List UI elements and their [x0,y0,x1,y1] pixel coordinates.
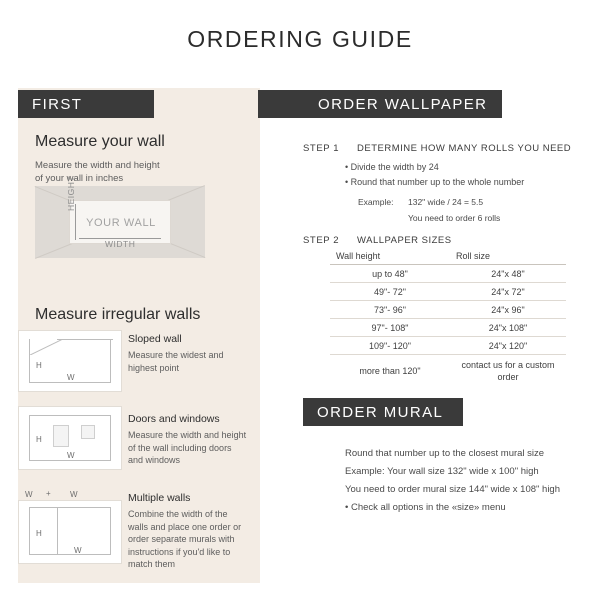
multiple-h-label: H [36,529,42,538]
irregular-title-multiple: Multiple walls [128,492,191,504]
table-row [330,265,566,283]
multiple-wall-divider [57,507,58,555]
table-header-row [330,248,566,265]
mural-line-4: • Check all options in the «size» menu [345,502,506,513]
wall-width-label: WIDTH [105,239,136,249]
multiple-w-label-right: W [70,490,78,499]
table-header-roll-size: Roll size [450,248,566,265]
table-row [330,355,566,387]
irregular-text-multiple: Combine the width of the walls and place one order or order separate murals with instructions if you'd like to match them [128,509,242,569]
step2-label: STEP 2 [303,235,340,246]
step1-title: DETERMINE HOW MANY ROLLS YOU NEED [357,143,572,154]
doors-w-label: W [67,451,75,460]
irregular-card-multiple [18,500,122,564]
table-header-wall-height: Wall height [330,248,450,265]
step1-label: STEP 1 [303,143,340,154]
sub-measure-your-wall-line2: of your wall in inches [35,173,124,184]
cell-roll-size: 24"x 108" [450,319,566,337]
mural-line-1: Round that number up to the closest mural size [345,448,545,459]
step1-example-result: You need to order 6 rolls [408,213,501,223]
section-banner-order-mural: ORDER MURAL [303,398,463,426]
page-title: ORDERING GUIDE [187,26,413,52]
table-row [330,337,566,355]
cell-wall-height: 49"- 72" [330,283,450,301]
cell-roll-size: contact us for a custom order [461,359,555,382]
cell-roll-size: 24"x 72" [450,283,566,301]
irregular-text-sloped: Measure the widest and highest point [128,350,224,373]
step2-title: WALLPAPER SIZES [357,235,452,246]
cell-roll-size: 24"x 48" [450,265,566,283]
wall-height-label: HEIGHT [66,175,76,211]
mural-line-2: Example: Your wall size 132" wide x 100" high [345,466,539,477]
cell-wall-height: more than 120" [359,365,421,376]
mural-line-3: You need to order mural size 144" wide x 108" high [345,484,561,495]
cell-wall-height: 97"- 108" [330,319,450,337]
cell-wall-height: 73"- 96" [330,301,450,319]
sloped-h-label: H [36,361,42,370]
sloped-w-label: W [67,373,75,382]
door-shape [53,425,69,447]
table-row [330,283,566,301]
section-banner-order-wallpaper: ORDER WALLPAPER [258,90,502,118]
step1-example-label: Example: [358,197,394,207]
multiple-w-label-left: W [25,490,33,499]
cell-wall-height: 109"- 120" [330,337,450,355]
step1-bullet-1-text: Divide the width by 24 [350,162,439,172]
wallpaper-sizes-table [330,248,566,386]
sub-measure-your-wall-line1: Measure the width and height [35,160,160,171]
irregular-title-sloped: Sloped wall [128,333,182,345]
sloped-wall-slope [29,339,113,355]
multiple-w-label: W [74,546,82,555]
multiple-plus-sign: + [46,489,51,498]
heading-measure-your-wall: Measure your wall [35,133,165,150]
irregular-card-doors [18,406,122,470]
irregular-title-doors: Doors and windows [128,413,220,425]
window-shape [81,425,95,439]
irregular-card-sloped [18,330,122,392]
wall-diagram-label: YOUR WALL [86,217,156,229]
heading-measure-irregular-walls: Measure irregular walls [35,306,201,323]
table-row [330,301,566,319]
irregular-text-doors: Measure the width and height of the wall including doors and windows [128,430,247,465]
section-banner-first: FIRST [18,90,154,118]
cell-roll-size: 24"x 96" [450,301,566,319]
step1-bullet-1: • Divide the width by 24 [345,162,439,172]
step1-bullet-2: • Round that number up to the whole number [345,177,525,187]
step1-bullet-2-text: Round that number up to the whole number [350,177,525,187]
cell-roll-size: 24"x 120" [450,337,566,355]
step1-example-calc: 132" wide / 24 = 5.5 [408,197,484,207]
cell-wall-height: up to 48" [330,265,450,283]
doors-h-label: H [36,435,42,444]
table-row [330,319,566,337]
